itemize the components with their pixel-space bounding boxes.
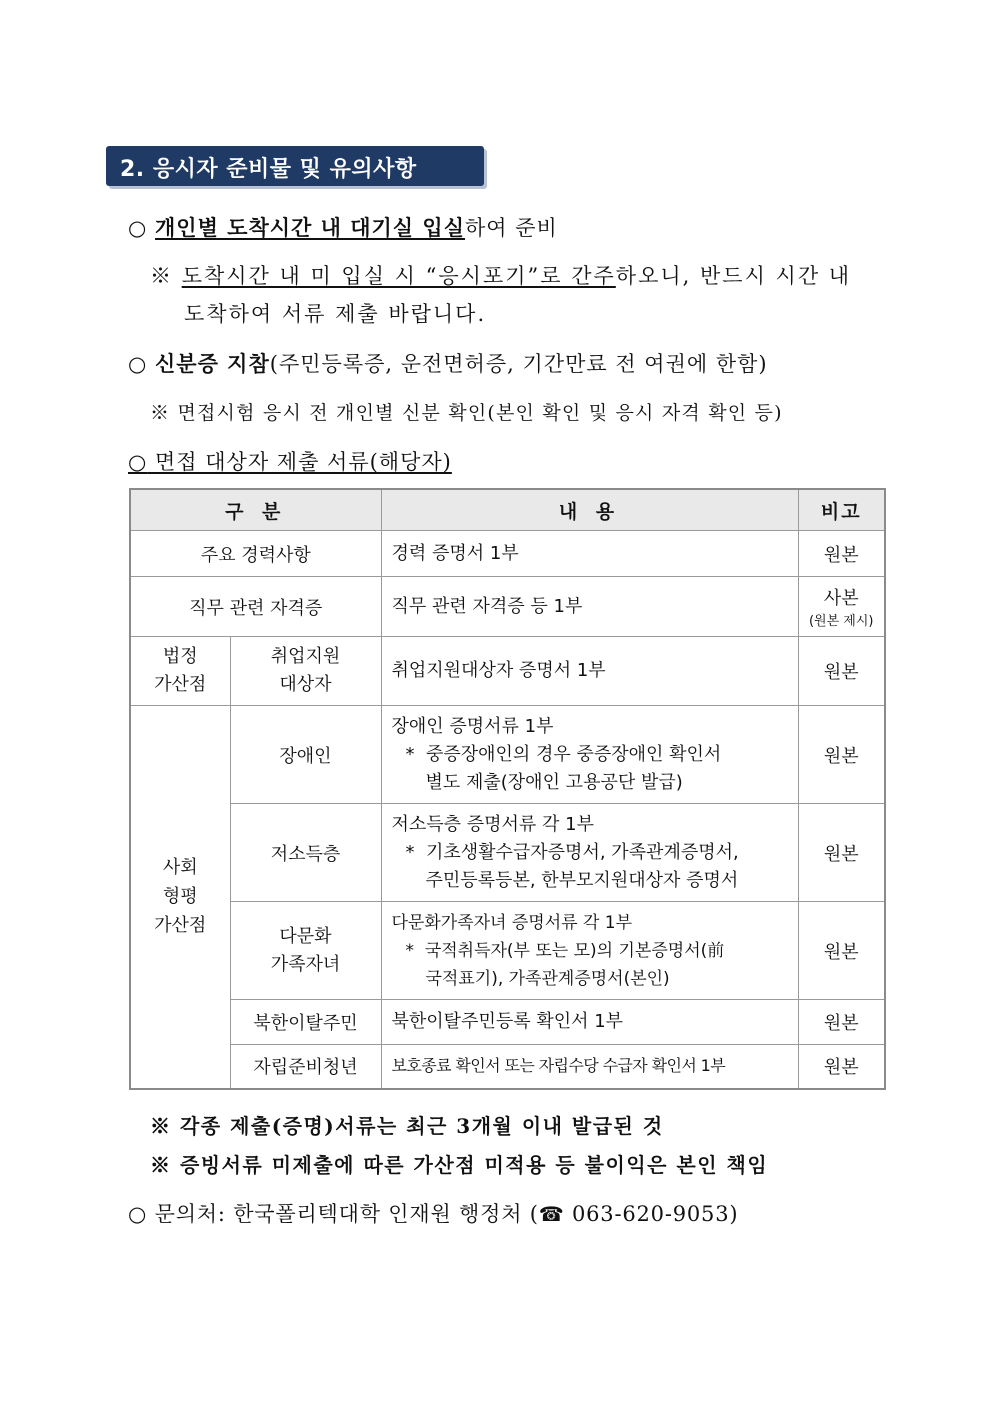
bullet-documents xyxy=(128,446,452,476)
note-arrival xyxy=(150,260,851,290)
content-sub-1 xyxy=(392,741,797,769)
row-label: 주요 경력사항 xyxy=(130,531,381,577)
id-rest: (주민등록증, 운전면허증, 기간만료 전 여권에 한함) xyxy=(269,352,768,376)
table-row xyxy=(130,1000,885,1045)
row-label: 다문화 가족자녀 xyxy=(230,902,381,1000)
content-sub-2: 주민등록등본, 한부모지원대상자 증명서 xyxy=(425,869,739,891)
note-copy-sub: (원본 제시) xyxy=(808,614,874,629)
row-note xyxy=(798,577,885,637)
bullet-marker: ○ xyxy=(128,1202,148,1226)
table-header-row xyxy=(130,489,885,531)
table-row xyxy=(130,577,885,637)
documents-table xyxy=(129,488,886,1090)
id-emphasis: 신분증 지참 xyxy=(155,351,270,376)
table-row xyxy=(130,531,885,577)
header-content: 내 용 xyxy=(381,489,798,531)
row-content: 보호종료 확인서 또는 자립수당 수급자 확인서 1부 xyxy=(381,1045,798,1089)
bullet-marker: ○ xyxy=(128,352,148,376)
note-arrival-rest: 하오니, 반드시 시간 내 xyxy=(615,264,852,288)
sub-marker: * xyxy=(405,841,415,863)
row-label: 자립준비청년 xyxy=(230,1045,381,1089)
contact-phone: 063-620-9053 xyxy=(571,1202,730,1226)
row-content xyxy=(381,804,798,902)
sub-marker: * xyxy=(405,940,414,961)
note-copy: 사본 xyxy=(823,588,859,609)
section-title-box xyxy=(106,146,484,186)
arrival-rest: 하여 준비 xyxy=(464,216,558,240)
content-main: 다문화가족자녀 증명서류 각 1부 xyxy=(391,912,633,933)
row-note: 원본 xyxy=(798,706,885,804)
header-note: 비고 xyxy=(798,489,885,531)
content-main: 장애인 증명서류 1부 xyxy=(391,715,554,737)
row-content: 북한이탈주민등록 확인서 1부 xyxy=(381,1000,798,1045)
content-sub-1 xyxy=(392,937,797,965)
table-row xyxy=(130,637,885,706)
row-note: 원본 xyxy=(798,531,885,577)
row-content: 직무 관련 자격증 등 1부 xyxy=(381,577,798,637)
table-row xyxy=(130,706,885,804)
row-label: 북한이탈주민 xyxy=(230,1000,381,1045)
sub-text: 기초생활수급자증명서, 가족관계증명서, xyxy=(425,841,739,863)
contact-close: ) xyxy=(729,1202,739,1226)
contact-line xyxy=(128,1198,738,1228)
table-row xyxy=(130,902,885,1000)
row-content xyxy=(381,902,798,1000)
note-id-check: ※ 면접시험 응시 전 개인별 신분 확인(본인 확인 및 응시 자격 확인 등) xyxy=(150,402,783,424)
sub-text: 중증장애인의 경우 중증장애인 확인서 xyxy=(425,743,722,765)
row-content: 경력 증명서 1부 xyxy=(381,531,798,577)
note-missing-documents: ※ 증빙서류 미제출에 따른 가산점 미적용 등 불이익은 본인 책임 xyxy=(150,1153,769,1177)
bullet-arrival xyxy=(128,212,558,242)
content-sub-2: 국적표기), 가족관계증명서(본인) xyxy=(425,968,670,989)
sub-marker: * xyxy=(405,743,415,765)
arrival-emphasis: 개인별 도착시간 내 대기실 입실 xyxy=(155,215,465,240)
row-note: 원본 xyxy=(798,804,885,902)
note-recent-documents: ※ 각종 제출(증명)서류는 최근 3개월 이내 발급된 것 xyxy=(150,1114,664,1138)
note-arrival-line2: 도착하여 서류 제출 바랍니다. xyxy=(184,302,487,326)
row-label: 직무 관련 자격증 xyxy=(130,577,381,637)
row-content xyxy=(381,706,798,804)
bullet-id xyxy=(128,348,768,378)
group-social-bonus: 사회 형평 가산점 xyxy=(130,706,230,1089)
row-content: 취업지원대상자 증명서 1부 xyxy=(381,637,798,706)
note-arrival-underlined: 도착시간 내 미 입실 시 “응시포기”로 간주 xyxy=(181,264,616,288)
table-row xyxy=(130,804,885,902)
phone-icon: ☎ xyxy=(538,1202,565,1226)
row-note: 원본 xyxy=(798,637,885,706)
sub-text: 국적취득자(부 또는 모)의 기본증명서(前 xyxy=(424,940,725,961)
row-note: 원본 xyxy=(798,1000,885,1045)
content-main: 저소득층 증명서류 각 1부 xyxy=(391,813,594,835)
header-category: 구 분 xyxy=(130,489,381,531)
contact-text: 문의처: 한국폴리텍대학 인재원 행정처 ( xyxy=(154,1202,539,1226)
section-title: 2. 응시자 준비물 및 유의사항 xyxy=(120,157,417,182)
bullet-marker: ○ xyxy=(128,216,148,240)
group-legal-bonus: 법정 가산점 xyxy=(130,637,230,706)
table-row xyxy=(130,1045,885,1089)
row-note: 원본 xyxy=(798,902,885,1000)
row-label: 장애인 xyxy=(230,706,381,804)
note-marker: ※ xyxy=(150,264,173,288)
bullet-marker: ○ xyxy=(128,450,148,474)
documents-heading: 면접 대상자 제출 서류(해당자) xyxy=(155,450,452,474)
row-label: 저소득층 xyxy=(230,804,381,902)
row-note: 원본 xyxy=(798,1045,885,1089)
row-label: 취업지원 대상자 xyxy=(230,637,381,706)
content-sub-1 xyxy=(392,839,797,867)
content-sub-2: 별도 제출(장애인 고용공단 발급) xyxy=(425,771,683,793)
